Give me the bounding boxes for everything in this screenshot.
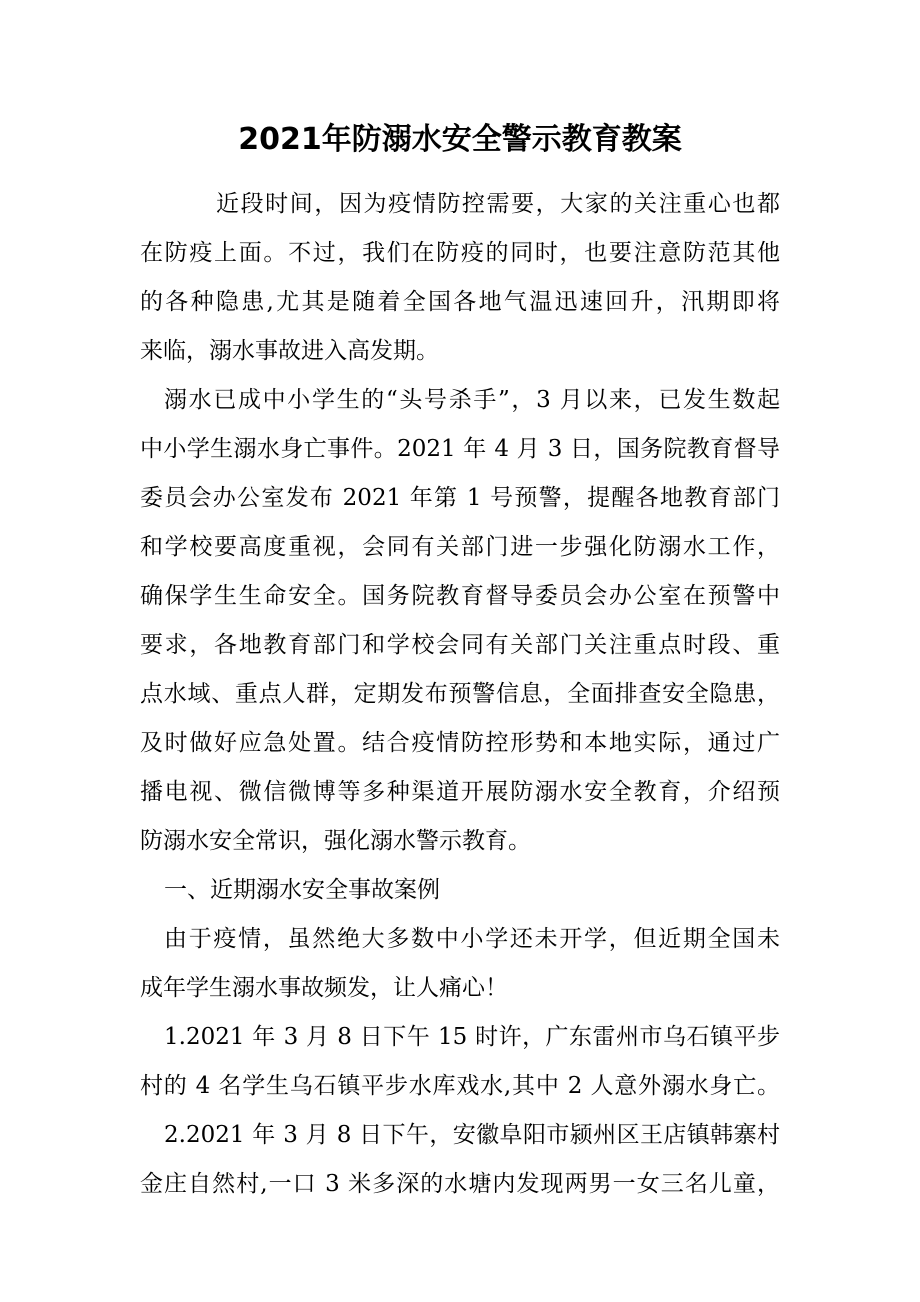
- case-line: 金庄自然村,一口 3 米多深的水塘内发现两男一女三名儿童，: [140, 1171, 780, 1197]
- paragraph-line: 及时做好应急处置。结合疫情防控形势和本地实际，通过广: [140, 730, 780, 756]
- paragraph-line: 要求，各地教育部门和学校会同有关部门关注重点时段、重: [140, 632, 780, 658]
- paragraph-line: 溺水已成中小学生的“头号杀手”，3 月以来，已发生数起: [164, 387, 780, 413]
- paragraph-line: 防溺水安全常识，强化溺水警示教育。: [140, 828, 531, 854]
- paragraph-line: 成年学生溺水事故频发，让人痛心！: [140, 975, 508, 1001]
- paragraph-line: 来临，溺水事故进入高发期。: [140, 338, 439, 364]
- paragraph-line: 的各种隐患,尤其是随着全国各地气温迅速回升，汛期即将: [140, 289, 780, 315]
- paragraph-line: 在防疫上面。不过，我们在防疫的同时，也要注意防范其他: [140, 240, 780, 266]
- paragraph-line: 由于疫情，虽然绝大多数中小学还未开学，但近期全国未: [164, 926, 780, 952]
- paragraph-line: 委员会办公室发布 2021 年第 1 号预警，提醒各地教育部门: [140, 485, 780, 511]
- case-line: 村的 4 名学生乌石镇平步水库戏水,其中 2 人意外溺水身亡。: [140, 1073, 780, 1099]
- paragraph-line: 确保学生生命安全。国务院教育督导委员会办公室在预警中: [140, 583, 780, 609]
- document-title: 2021年防溺水安全警示教育教案: [238, 122, 682, 157]
- paragraph-line: 中小学生溺水身亡事件。2021 年 4 月 3 日，国务院教育督导: [140, 436, 780, 462]
- document-body: [140, 180, 780, 1209]
- case-line: 1.2021 年 3 月 8 日下午 15 时许，广东雷州市乌石镇平步: [164, 1024, 780, 1050]
- paragraph-line: 近段时间，因为疫情防控需要，大家的关注重心也都: [216, 191, 780, 217]
- case-line: 2.2021 年 3 月 8 日下午，安徽阜阳市颍州区王店镇韩寨村: [164, 1122, 780, 1148]
- paragraph-line: 和学校要高度重视，会同有关部门进一步强化防溺水工作，: [140, 534, 780, 560]
- paragraph-line: 播电视、微信微博等多种渠道开展防溺水安全教育，介绍预: [140, 779, 780, 805]
- paragraph-line: 点水域、重点人群，定期发布预警信息，全面排查安全隐患，: [140, 681, 780, 707]
- section-heading: 一、近期溺水安全事故案例: [164, 877, 440, 903]
